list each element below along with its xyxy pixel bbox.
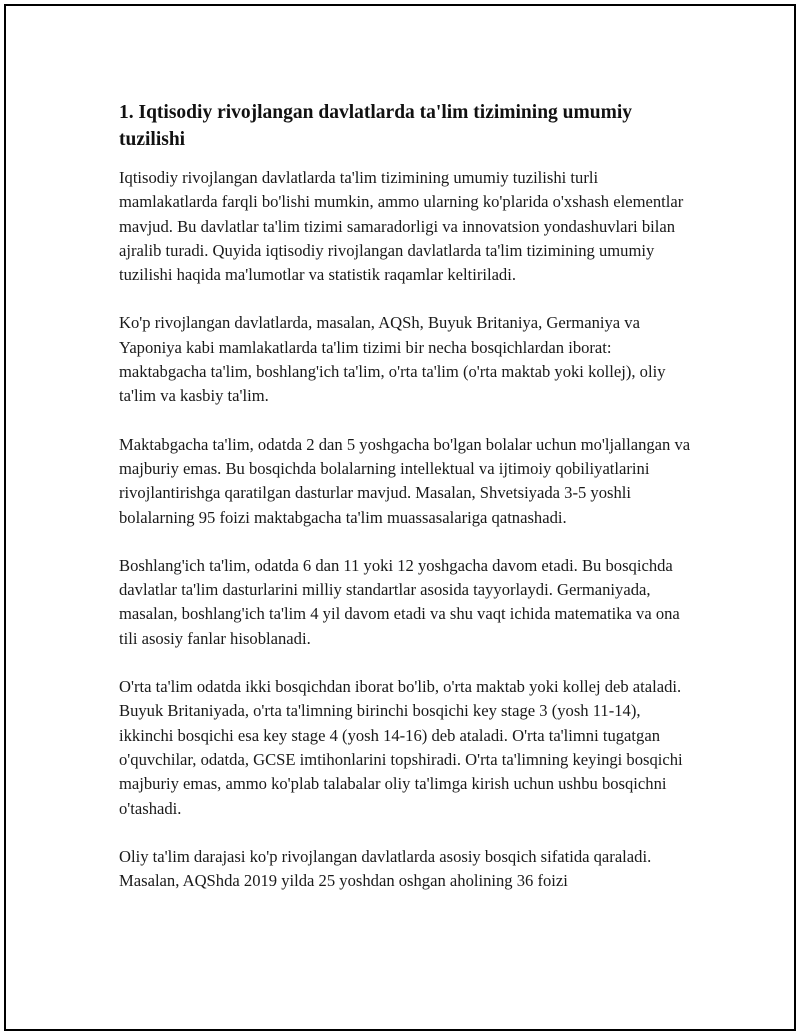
paragraph-intro: Iqtisodiy rivojlangan davlatlarda ta'lim tizimining umumiy tuzilishi turli mamlakatlarda farqli bo'lishi mumkin, ammo ularning ko'plarida o'xshash elementlar mavjud. Bu davlatlar ta'lim tizimi samaradorligi va innovatsion yondashuvlari bilan ajralib turadi. Quyida iqtisodiy rivojlangan davlatlarda ta'lim tizimining umumiy tuzilishi haqida ma'lumotlar va statistik raqamlar keltiriladi.	[119, 168, 684, 285]
document-body	[119, 99, 694, 917]
section-heading: 1. Iqtisodiy rivojlangan davlatlarda ta'lim tizimining umumiy tuzilishi	[119, 102, 633, 150]
paragraph-higher: Oliy ta'lim darajasi ko'p rivojlangan davlatlarda asosiy bosqich sifatida qaraladi. Masalan, AQShda 2019 yilda 25 yoshdan oshgan aholining 36 foizi	[119, 846, 652, 891]
paragraph-secondary: O'rta ta'lim odatda ikki bosqichdan iborat bo'lib, o'rta maktab yoki kollej deb ataladi. Buyuk Britaniyada, o'rta ta'limning birinchi bosqichi key stage 3 (yosh 11-14), ikkinchi bosqichi esa key stage 4 (yosh 14-16) deb ataladi. O'rta ta'limni tugatgan o'quvchilar, odatda, GCSE imtihonlarini topshiradi. O'rta ta'limning keyingi bosqichi majburiy emas, ammo ko'plab talabalar oliy ta'limga kirish uchun ushbu bosqichni o'tashadi.	[119, 677, 683, 818]
page-frame	[4, 4, 796, 1031]
paragraph-preschool: Maktabgacha ta'lim, odatda 2 dan 5 yoshgacha bo'lgan bolalar uchun mo'ljallangan va majburiy emas. Bu bosqichda bolalarning intellektual va ijtimoiy qobiliyatlarini rivojlantirishga qaratilgan dasturlar mavjud. Masalan, Shvetsiyada 3-5 yoshli bolalarning 95 foizi maktabgacha ta'lim muassasalariga qatnashadi.	[119, 434, 691, 527]
paragraph-primary: Boshlang'ich ta'lim, odatda 6 dan 11 yoki 12 yoshgacha davom etadi. Bu bosqichda davlatlar ta'lim dasturlarini milliy standartlar asosida tayyorlaydi. Germaniyada, masalan, boshlang'ich ta'lim 4 yil davom etadi va shu vaqt ichida matematika va ona tili asosiy fanlar hisoblanadi.	[119, 555, 680, 648]
paragraph-stages: Ko'p rivojlangan davlatlarda, masalan, AQSh, Buyuk Britaniya, Germaniya va Yaponiya kabi mamlakatlarda ta'lim tizimi bir necha bosqichlardan iborat: maktabgacha ta'lim, boshlang'ich ta'lim, o'rta ta'lim (o'rta maktab yoki kollej), oliy ta'lim va kasbiy ta'lim.	[119, 313, 666, 406]
